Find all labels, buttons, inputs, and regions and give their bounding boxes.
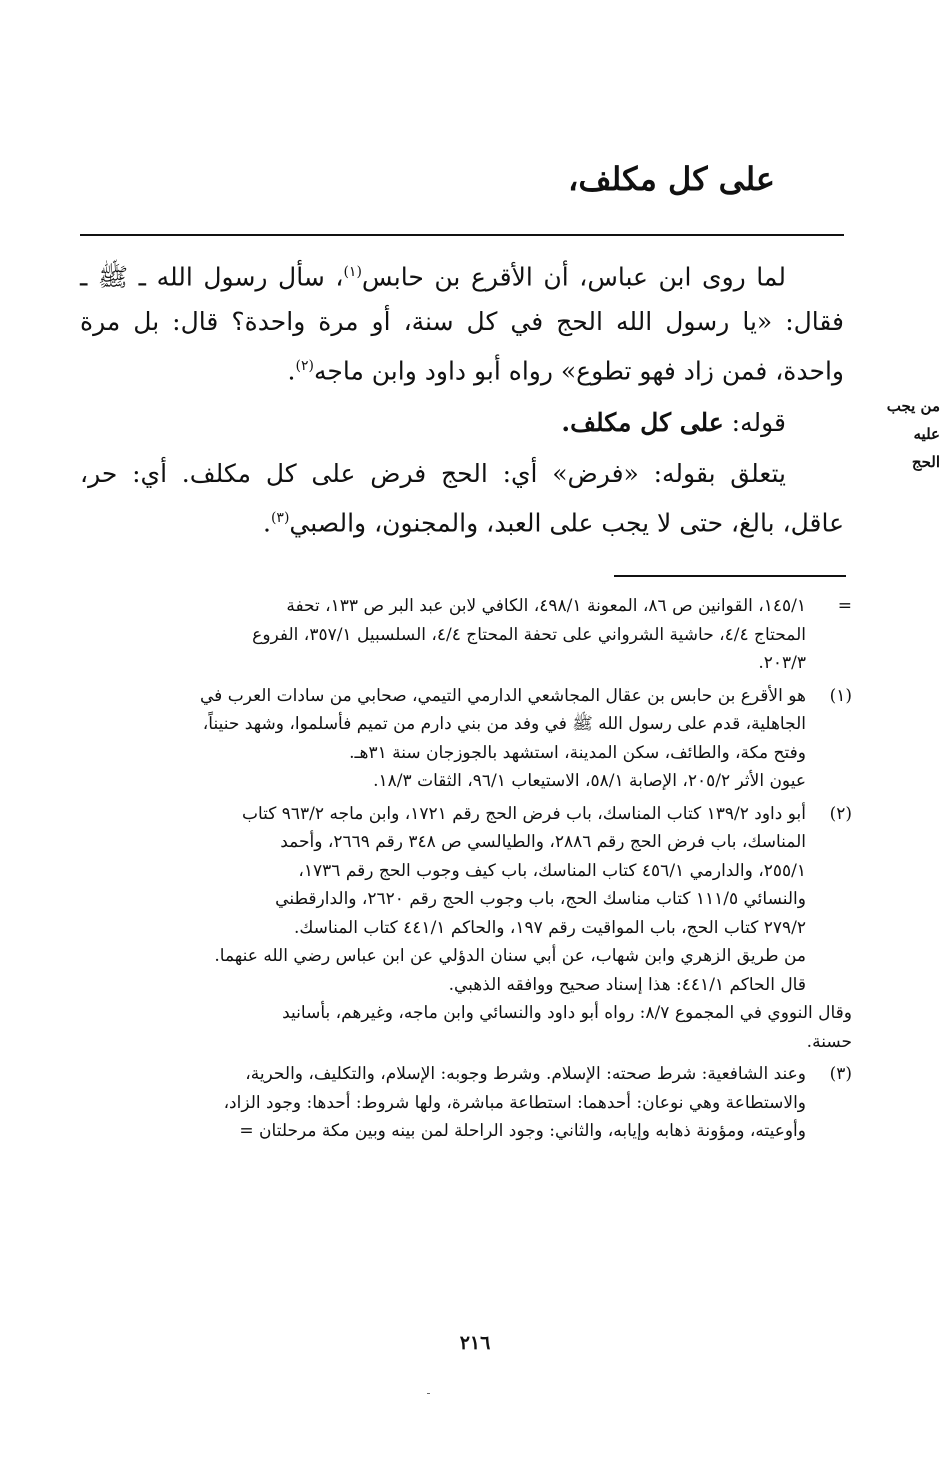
footnote-line: المناسك، باب فرض الحج رقم ٢٨٨٦، والطيالسي ص ٣٤٨ رقم ٢٦٦٩، وأحمد bbox=[280, 832, 806, 852]
footnote-line: ١٤٥/١، القوانين ص ٨٦، المعونة ٤٩٨/١، الكافي لابن عبد البر ص ١٣٣، تحفة bbox=[286, 596, 806, 616]
paragraph-hadith bbox=[80, 250, 844, 394]
paragraph-heading bbox=[80, 400, 844, 445]
footnote-line: من طريق الزهري وابن شهاب، عن أبي سنان الدؤلي عن ابن عباس رضي الله عنهما. bbox=[214, 946, 806, 966]
page-number: ٢١٦ bbox=[459, 1332, 491, 1354]
margin-note-line: الحج bbox=[911, 453, 940, 471]
scan-speck bbox=[427, 1393, 430, 1394]
footnote-ref-2[interactable]: (٢) bbox=[295, 358, 314, 375]
footnote-line: ٢٧٩/٢ كتاب الحج، باب المواقيت رقم ١٩٧، والحاكم ٤٤١/١ كتاب المناسك. bbox=[293, 917, 806, 938]
footnote-line: عيون الأثر ٢٠٥/٢، الإصابة ٥٨/١، الاستيعاب ٩٦/١، الثقات ١٨/٣. bbox=[373, 771, 806, 791]
margin-note-line: عليه bbox=[913, 425, 940, 443]
footnote-number: (١) bbox=[829, 685, 852, 706]
footnote-line: المحتاج ٤/٤، حاشية الشرواني على تحفة المحتاج ٤/٤، السلسبيل ٣٥٧/١، الفروع bbox=[252, 624, 806, 645]
footnote-line: والاستطاعة وهي نوعان: أحدهما: استطاعة مباشرة، ولها شروط: أحدها: وجود الزاد، bbox=[223, 1092, 806, 1113]
footnote-line: حسنة. bbox=[806, 1031, 852, 1052]
paragraph-explanation bbox=[80, 451, 844, 545]
footnote-line: أبو داود ١٣٩/٢ كتاب المناسك، باب فرض الحج رقم ١٧٢١، وابن ماجه ٩٦٣/٢ كتاب bbox=[241, 803, 806, 824]
footnote-line: ٢٥٥/١، والدارمي ٤٥٦/١ كتاب المناسك، باب كيف وجوب الحج رقم ١٧٣٦، bbox=[298, 860, 806, 881]
footnote-3 bbox=[80, 1060, 852, 1146]
footnote-number: (٣) bbox=[829, 1064, 852, 1084]
footnote-continuation bbox=[80, 592, 852, 678]
footnote-ref-3[interactable]: (٣) bbox=[270, 509, 290, 526]
footnote-1 bbox=[80, 682, 852, 796]
footnote-line: هو الأقرع بن حابس بن عقال المجاشعي الدارمي التيمي، صحابي من سادات العرب في bbox=[200, 685, 806, 706]
footnote-line: وأوعيته، ومؤونة ذهابه وإيابه، والثاني: وجود الراحلة لمن بينه وبين مكة مرحلتان = bbox=[239, 1121, 806, 1141]
bold-phrase: على كل مكلف. bbox=[561, 407, 724, 437]
footnote-divider bbox=[614, 575, 846, 577]
footnote-line: ٢٠٣/٣. bbox=[758, 653, 806, 673]
footnotes bbox=[80, 592, 852, 1150]
footnote-line: وقال النووي في المجموع ٨/٧: رواه أبو داود والنسائي وابن ماجه، وغيرهم، بأسانيد bbox=[282, 1003, 852, 1023]
footnote-line: قال الحاكم ٤٤١/١: هذا إسناد صحيح ووافقه الذهبي. bbox=[448, 974, 806, 995]
paragraph-text: لما روى ابن عباس، أن الأقرع بن حابس bbox=[361, 262, 786, 292]
header-divider bbox=[80, 234, 844, 236]
footnote-2 bbox=[80, 800, 852, 1057]
margin-note bbox=[880, 392, 940, 476]
paragraph-text: . bbox=[287, 356, 296, 386]
main-text bbox=[80, 250, 844, 551]
paragraph-text: ، سأل رسول الله ـ ﷺ ـ فقال: «يا رسول الله الحج في كل سنة، أو مرة واحدة؟ قال: بل مرة واحدة، فمن زاد فهو تطوع» رواه أبو داود وابن ماجه bbox=[80, 262, 844, 386]
running-head: على كل مكلف، bbox=[568, 160, 775, 198]
continuation-marker: = bbox=[837, 596, 852, 616]
footnote-line: وعند الشافعية: شرط صحته: الإسلام. وشرط وجوبه: الإسلام، والتكليف، والحرية، bbox=[245, 1064, 806, 1084]
footnote-line: وفتح مكة، والطائف، سكن المدينة، استشهد بالجوزجان سنة ٣١هـ. bbox=[349, 742, 806, 763]
footnote-ref-1[interactable]: (١) bbox=[343, 264, 362, 280]
paragraph-text: . bbox=[263, 507, 271, 537]
footnote-line: الجاهلية، قدم على رسول الله ﷺ في وفد من بني دارم من تميم فأسلموا، وشهد حنيناً، bbox=[202, 714, 806, 734]
paragraph-text: يتعلق بقوله: «فرض» أي: الحج فرض على كل مكلف. أي: حر، عاقل، بالغ، حتى لا يجب على العبد، والمجنون، والصبي bbox=[80, 458, 844, 537]
paragraph-text: قوله: bbox=[723, 407, 786, 437]
margin-note-line: من يجب bbox=[886, 397, 940, 415]
footnote-number: (٢) bbox=[829, 803, 852, 824]
footnote-line: والنسائي ١١١/٥ كتاب مناسك الحج، باب وجوب الحج رقم ٢٦٢٠، والدارقطني bbox=[275, 889, 806, 909]
